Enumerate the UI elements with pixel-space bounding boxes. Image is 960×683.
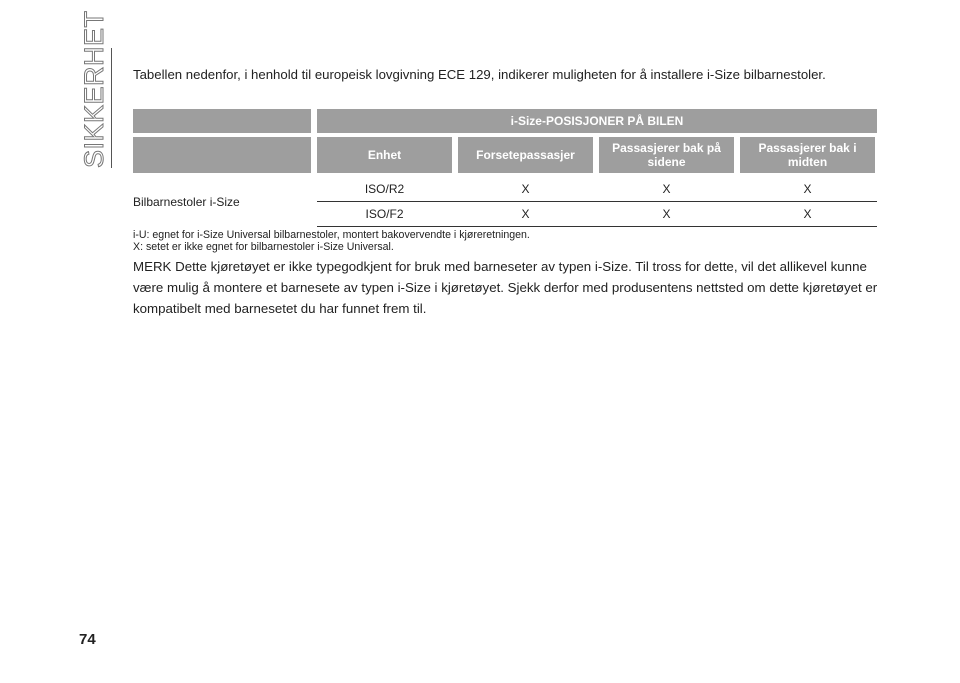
table-column-header-row (133, 137, 877, 173)
column-header-enhet: Enhet (317, 137, 452, 173)
note-iu: i-U: egnet for i-Size Universal bilbarnestoler, montert bakovervendte i kjøreretningen. (133, 229, 530, 241)
table-row (133, 202, 877, 226)
table-cell: X (803, 182, 812, 196)
row-label: Bilbarnestoler i-Size (133, 195, 240, 209)
section-divider (111, 48, 112, 168)
table-cell: X (803, 207, 812, 221)
group-header: i-Size-POSISJONER PÅ BILEN (317, 109, 877, 133)
table-cell: ISO/R2 (364, 182, 405, 196)
row-separator (317, 226, 877, 227)
section-tab (79, 10, 109, 168)
table-notes (133, 229, 883, 253)
table-cell: ISO/F2 (365, 207, 404, 221)
column-header-bak-midten: Passasjerer bak i midten (740, 137, 875, 173)
page-number: 74 (79, 631, 96, 648)
intro-paragraph: Tabellen nedenfor, i henhold til europeisk lovgivning ECE 129, indikerer muligheten for å installere i-Size bilbarnestoler. (133, 67, 826, 82)
table-cell: X (521, 207, 530, 221)
table-cell: X (662, 207, 671, 221)
column-header-bak-sider: Passasjerer bak på sidene (599, 137, 734, 173)
header-blank-cell (133, 109, 311, 133)
note-x: X: setet er ikke egnet for bilbarnestoler i-Size Universal. (133, 241, 394, 253)
header-blank-cell (133, 137, 311, 173)
section-title: SIKKERHET (79, 10, 109, 168)
merk-paragraph: MERK Dette kjøretøyet er ikke typegodkjent for bruk med barneseter av typen i-Size. Til tross for dette, vil det allikevel kunne være mulig å montere et barnesete av typen i-Size i kjøretøyet. Sjekk derfor med produsentens nettsted om dette kjøretøyet er kompatibelt med barnesetet du har funnet frem til. (133, 259, 878, 316)
table-group-header-row (133, 109, 877, 133)
table-cell: X (662, 182, 671, 196)
table-row (133, 177, 877, 201)
column-header-forsete: Forsetepassasjer (458, 137, 593, 173)
table-body (133, 177, 877, 227)
isize-table (133, 109, 877, 227)
table-cell: X (521, 182, 530, 196)
